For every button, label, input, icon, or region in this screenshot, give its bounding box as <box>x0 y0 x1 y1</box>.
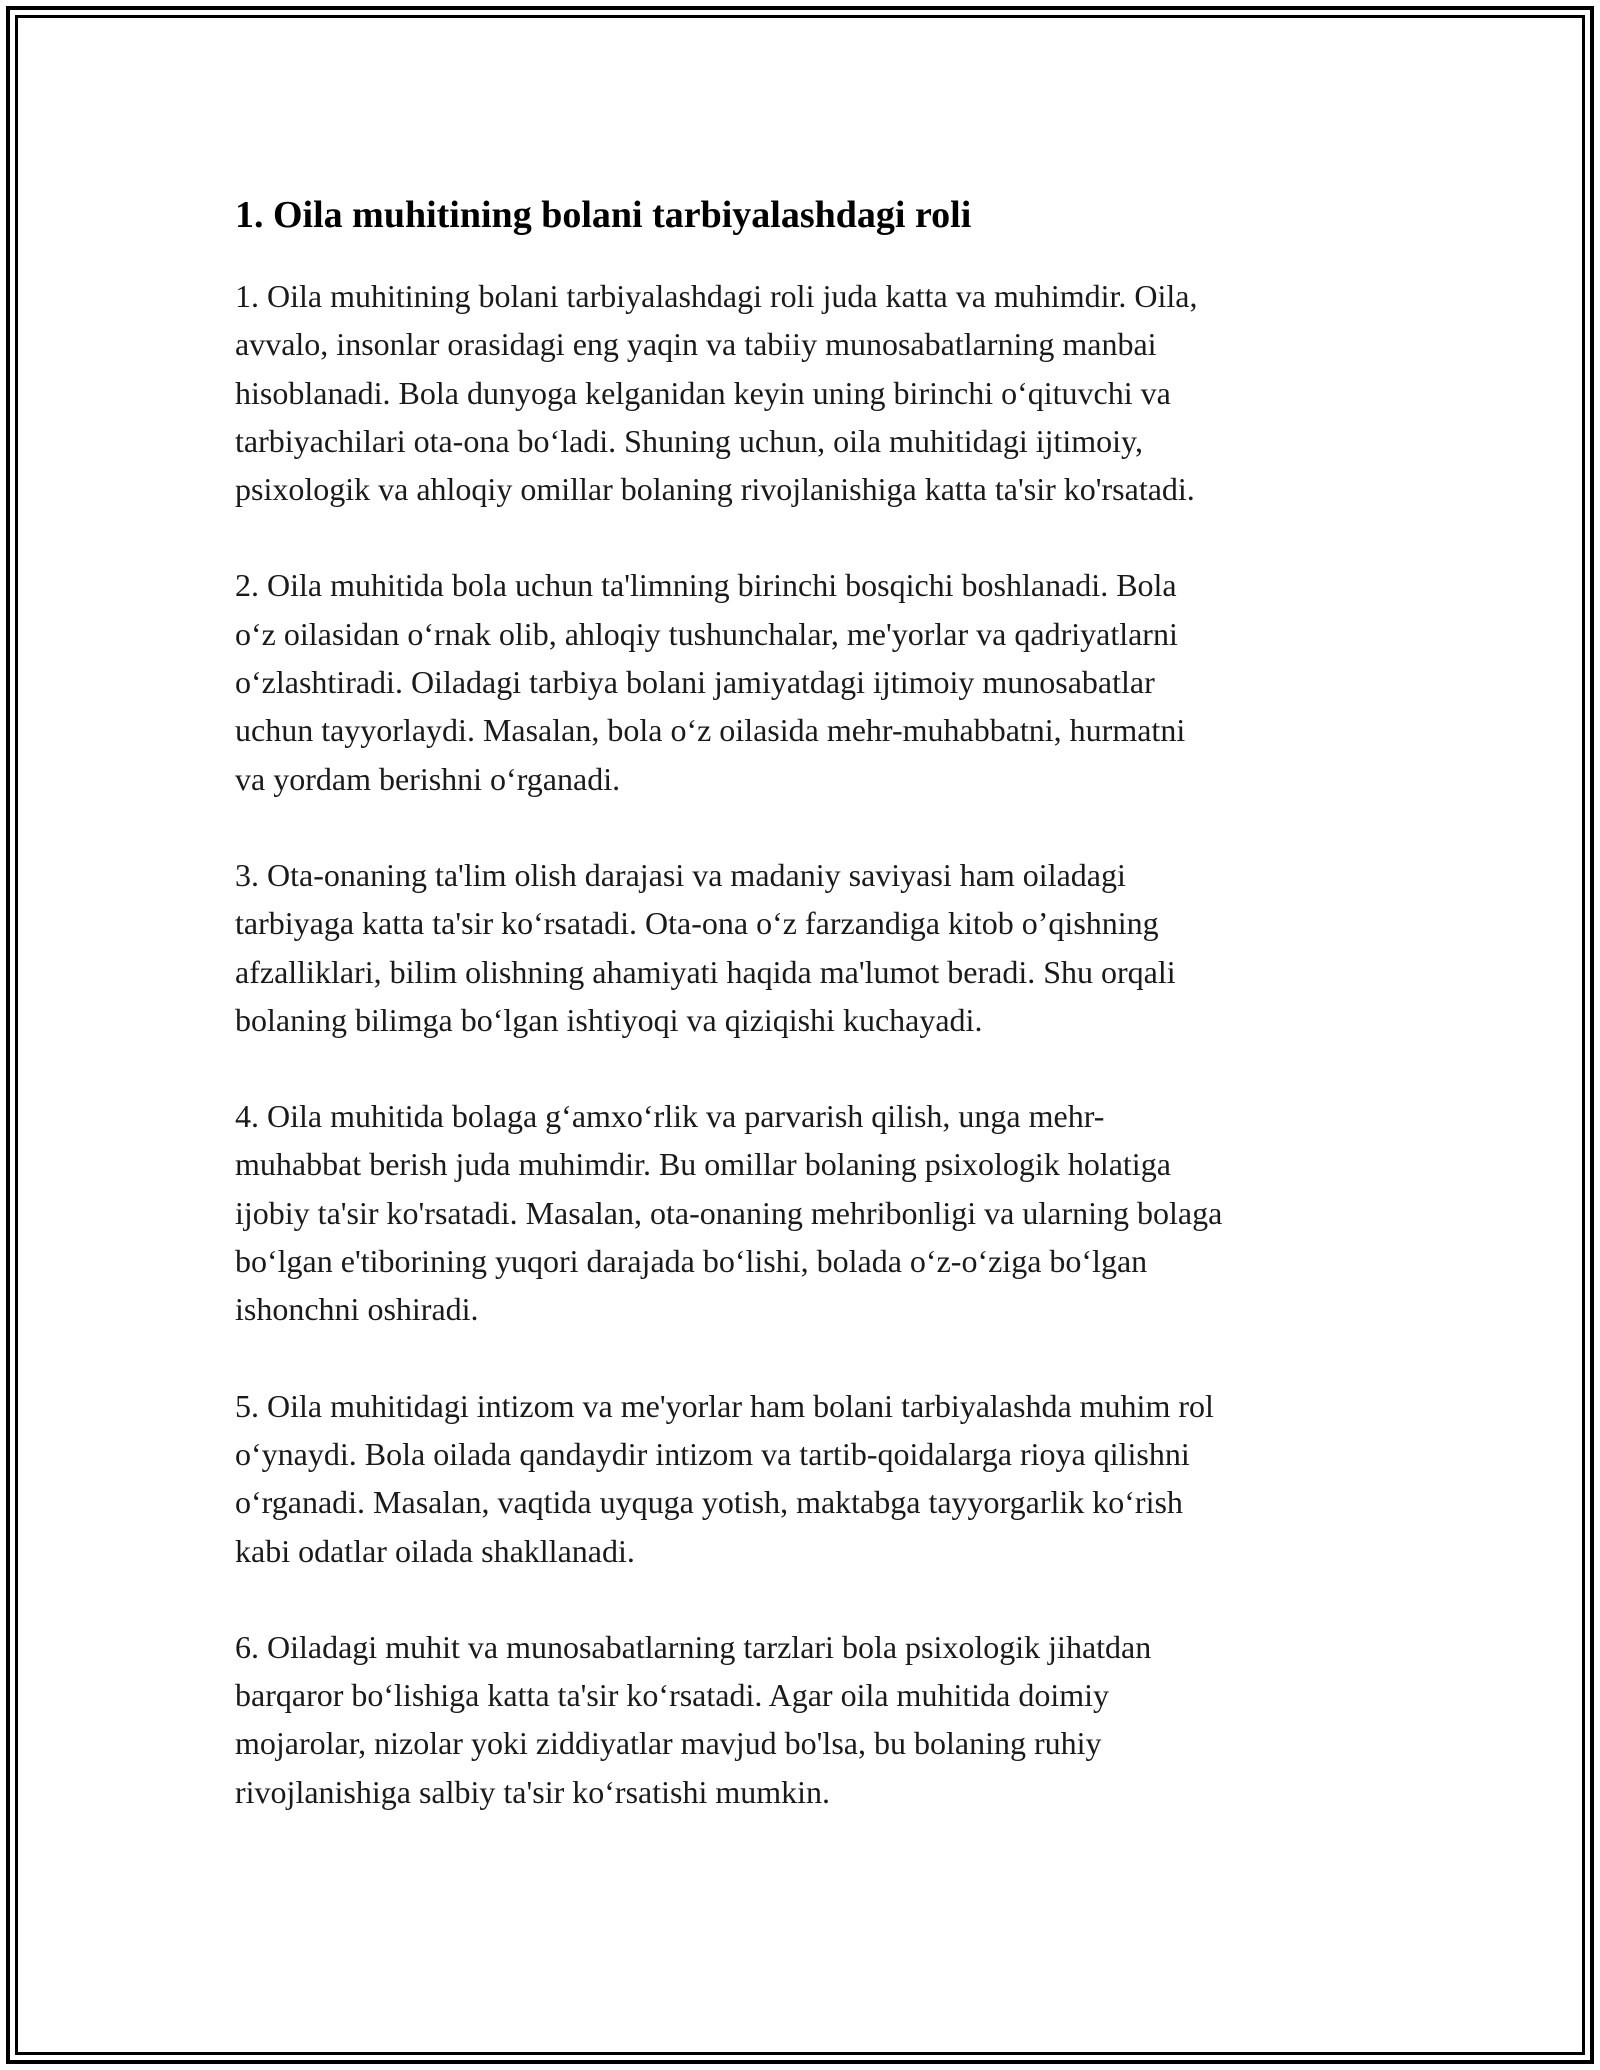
paragraph-line: mojarolar, nizolar yoki ziddiyatlar mavjud bo'lsa, bu bolaning ruhiy <box>235 1725 1102 1762</box>
paragraph-line: rivojlanishiga salbiy ta'sir ko‘rsatishi mumkin. <box>235 1773 831 1810</box>
paragraph-line: ishonchni oshiradi. <box>235 1291 479 1328</box>
paragraph-line: 1. Oila muhitining bolani tarbiyalashdagi roli juda katta va muhimdir. Oila, <box>235 278 1198 314</box>
paragraph-line: bolaning bilimga bo‘lgan ishtiyoqi va qiziqishi kuchayadi. <box>235 1001 983 1038</box>
paragraph-line: barqaror bo‘lishiga katta ta'sir ko‘rsatadi. Agar oila muhitida doimiy <box>235 1677 1109 1714</box>
document-title: 1. Oila muhitining bolani tarbiyalashdagi roli <box>235 194 972 236</box>
paragraph-line: o‘rganadi. Masalan, vaqtida uyquga yotish, maktabga tayyorgarlik ko‘rish <box>235 1484 1183 1521</box>
paragraph-1 <box>235 272 1375 513</box>
paragraph-line: o‘ynaydi. Bola oilada qandaydir intizom va tartib-qoidalarga rioya qilishni <box>235 1435 1190 1472</box>
paragraph-line: hisoblanadi. Bola dunyoga kelganidan keyin uning birinchi o‘qituvchi va <box>235 374 1171 411</box>
paragraph-line: va yordam berishni o‘rganadi. <box>235 760 621 797</box>
paragraph-line: uchun tayyorlaydi. Masalan, bola o‘z oilasida mehr-muhabbatni, hurmatni <box>235 712 1186 749</box>
paragraph-5 <box>235 1382 1375 1575</box>
paragraph-2 <box>235 561 1375 802</box>
document-body <box>235 186 1375 1864</box>
paragraph-line: muhabbat berish juda muhimdir. Bu omillar bolaning psixologik holatiga <box>235 1146 1171 1183</box>
paragraph-line: 3. Ota-onaning ta'lim olish darajasi va madaniy saviyasi ham oiladagi <box>235 856 1126 893</box>
paragraph-line: 4. Oila muhitida bolaga g‘amxo‘rlik va parvarish qilish, unga mehr- <box>235 1098 1105 1135</box>
paragraph-line: bo‘lgan e'tiborining yuqori darajada bo‘lishi, bolada o‘z-o‘ziga bo‘lgan <box>235 1243 1148 1280</box>
paragraph-line: kabi odatlar oilada shakllanadi. <box>235 1532 635 1569</box>
paragraph-line: tarbiyachilari ota-ona bo‘ladi. Shuning uchun, oila muhitidagi ijtimoiy, <box>235 422 1143 459</box>
paragraph-line: o‘zlashtiradi. Oiladagi tarbiya bolani jamiyatdagi ijtimoiy munosabatlar <box>235 664 1155 701</box>
paragraph-line: tarbiyaga katta ta'sir ko‘rsatadi. Ota-ona o‘z farzandiga kitob o’qishning <box>235 905 1159 942</box>
paragraph-line: 2. Oila muhitida bola uchun ta'limning birinchi bosqichi boshlanadi. Bola <box>235 567 1177 604</box>
paragraph-3 <box>235 851 1375 1044</box>
paragraph-line: avvalo, insonlar orasidagi eng yaqin va tabiiy munosabatlarning manbai <box>235 326 1157 363</box>
paragraph-line: 5. Oila muhitidagi intizom va me'yorlar ham bolani tarbiyalashda muhim rol <box>235 1387 1214 1424</box>
paragraph-line: o‘z oilasidan o‘rnak olib, ahloqiy tushunchalar, me'yorlar va qadriyatlarni <box>235 615 1178 652</box>
paragraph-4 <box>235 1092 1375 1333</box>
paragraph-line: 6. Oiladagi muhit va munosabatlarning tarzlari bola psixologik jihatdan <box>235 1628 1152 1665</box>
paragraph-line: psixologik va ahloqiy omillar bolaning rivojlanishiga katta ta'sir ko'rsatadi. <box>235 471 1195 508</box>
paragraph-line: ijobiy ta'sir ko'rsatadi. Masalan, ota-onaning mehribonligi va ularning bolaga <box>235 1194 1223 1231</box>
paragraph-line: afzalliklari, bilim olishning ahamiyati haqida ma'lumot beradi. Shu orqali <box>235 953 1176 990</box>
paragraph-6 <box>235 1623 1375 1816</box>
